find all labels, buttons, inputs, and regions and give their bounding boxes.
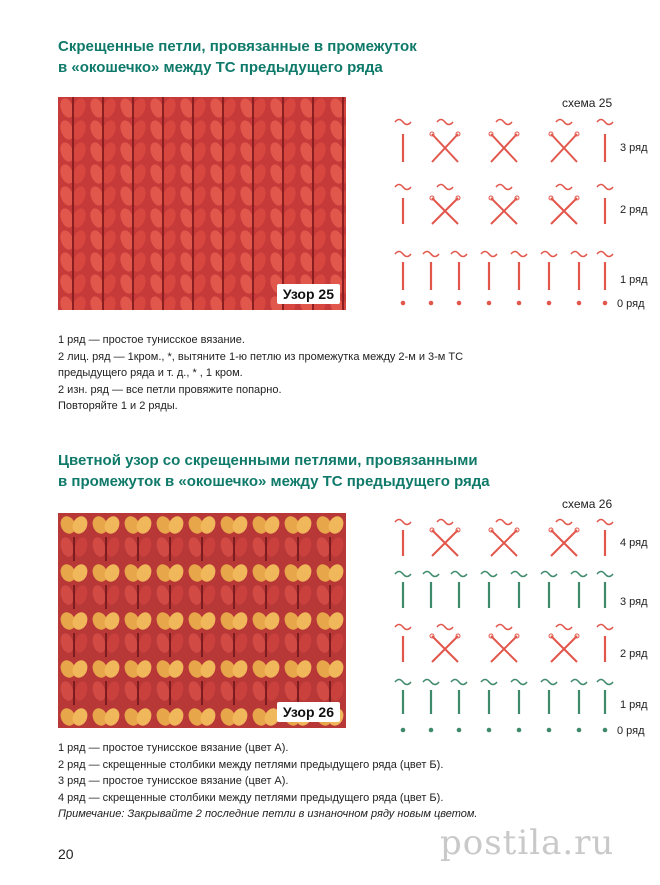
base-dot [429, 728, 434, 733]
scheme26-label: схема 26 [562, 497, 613, 511]
instruction-line: предыдущего ряда и т. д., * , 1 кром. [58, 367, 243, 379]
loop-symbol [597, 120, 613, 125]
section2-title [58, 450, 490, 492]
scheme25-row-label-2: 2 ряд [620, 204, 648, 216]
loop-symbol [571, 680, 587, 685]
crossed-stitch-symbol [489, 528, 519, 556]
base-dot [547, 728, 552, 733]
page-number: 20 [58, 846, 74, 862]
scheme26-row-label-0: 0 ряд [617, 725, 645, 737]
instruction-line: 2 лиц. ряд — 1кром., *, вытяните 1-ю петлю из промежутка между 2-м и 3-м ТС [58, 350, 464, 363]
base-dot [517, 728, 522, 733]
instruction-line: 2 изн. ряд — все петли провяжите попарно. [58, 383, 282, 396]
loop-symbol [511, 680, 527, 685]
crossed-stitch-symbol [549, 196, 579, 224]
instruction-line: 4 ряд — скрещенные столбики между петлями предыдущего ряда (цвет Б). [58, 791, 444, 804]
pattern26-photo [58, 513, 346, 728]
loop-symbol [597, 252, 613, 257]
loop-symbol [437, 625, 453, 630]
pattern26-badge: Узор 26 [277, 702, 340, 722]
loop-symbol [541, 572, 557, 577]
pattern25-badge: Узор 25 [277, 284, 340, 304]
base-dot [603, 728, 608, 733]
scheme25-diagram [385, 110, 625, 310]
base-dot [457, 728, 462, 733]
crossed-stitch-symbol [489, 132, 519, 162]
loop-symbol [511, 252, 527, 257]
base-dot [429, 301, 434, 306]
crossed-stitch-symbol [549, 528, 579, 556]
pattern25-photo [58, 97, 346, 310]
crossed-stitch-symbol [489, 196, 519, 224]
loop-symbol [556, 520, 572, 525]
instruction-line: 2 ряд — скрещенные столбики между петлями предыдущего ряда (цвет Б). [58, 758, 444, 771]
base-dot [487, 728, 492, 733]
loop-symbol [541, 252, 557, 257]
loop-symbol [481, 680, 497, 685]
base-dot [401, 728, 406, 733]
section2-instructions [58, 740, 477, 823]
loop-symbol [481, 252, 497, 257]
base-dot [517, 301, 522, 306]
loop-symbol [556, 185, 572, 190]
loop-symbol [481, 572, 497, 577]
base-dot [603, 301, 608, 306]
base-dot [401, 301, 406, 306]
base-dot [577, 301, 582, 306]
loop-symbol [437, 520, 453, 525]
crossed-stitch-symbol [549, 132, 579, 162]
watermark-logo: postila.ru [440, 823, 615, 863]
loop-symbol [423, 572, 439, 577]
loop-symbol [597, 572, 613, 577]
loop-symbol [395, 252, 411, 257]
base-dot [457, 301, 462, 306]
scheme25-row-label-1: 1 ряд [620, 274, 648, 286]
loop-symbol [395, 520, 411, 525]
loop-symbol [511, 572, 527, 577]
loop-symbol [423, 680, 439, 685]
crossed-stitch-symbol [489, 634, 519, 662]
section1-title-line2: в «окошечко» между ТС предыдущего ряда [58, 59, 383, 76]
scheme26-diagram [385, 510, 625, 740]
loop-symbol [597, 680, 613, 685]
loop-symbol [556, 120, 572, 125]
crossed-stitch-symbol [430, 196, 460, 224]
scheme25-row-label-0: 0 ряд [617, 298, 645, 310]
crossed-stitch-symbol [430, 132, 460, 162]
instruction-line: Повторяйте 1 и 2 ряды. [58, 400, 178, 412]
scheme25-row-label-3: 3 ряд [620, 142, 648, 154]
loop-symbol [451, 680, 467, 685]
loop-symbol [597, 185, 613, 190]
loop-symbol [395, 572, 411, 577]
loop-symbol [597, 520, 613, 525]
loop-symbol [395, 120, 411, 125]
section1-title-line1: Скрещенные петли, провязанные в промежуток [58, 38, 417, 55]
instruction-line: 1 ряд — простое тунисское вязание (цвет А). [58, 742, 289, 754]
crossed-stitch-symbol [430, 528, 460, 556]
loop-symbol [451, 252, 467, 257]
loop-symbol [496, 120, 512, 125]
loop-symbol [597, 625, 613, 630]
loop-symbol [556, 625, 572, 630]
section2-title-line2: в промежуток в «окошечко» между ТС предыдущего ряда [58, 473, 490, 490]
section1-instructions [58, 332, 463, 415]
loop-symbol [395, 680, 411, 685]
section2-title-line1: Цветной узор со скрещенными петлями, провязанными [58, 452, 478, 469]
scheme26-row-label-3: 3 ряд [620, 596, 648, 608]
crossed-stitch-symbol [549, 634, 579, 662]
base-dot [577, 728, 582, 733]
crossed-stitch-symbol [430, 634, 460, 662]
loop-symbol [496, 625, 512, 630]
loop-symbol [571, 252, 587, 257]
loop-symbol [496, 185, 512, 190]
scheme26-row-label-4: 4 ряд [620, 537, 648, 549]
loop-symbol [437, 185, 453, 190]
section1-title [58, 36, 417, 78]
loop-symbol [451, 572, 467, 577]
loop-symbol [437, 120, 453, 125]
base-dot [487, 301, 492, 306]
loop-symbol [571, 572, 587, 577]
instruction-line: 3 ряд — простое тунисское вязание (цвет А). [58, 775, 289, 787]
scheme25-label: схема 25 [562, 96, 613, 110]
base-dot [547, 301, 552, 306]
instruction-line: 1 ряд — простое тунисское вязание. [58, 334, 245, 346]
loop-symbol [496, 520, 512, 525]
section2-note: Примечание: Закрывайте 2 последние петли в изнаночном ряду новым цветом. [58, 808, 478, 820]
loop-symbol [395, 625, 411, 630]
loop-symbol [423, 252, 439, 257]
loop-symbol [395, 185, 411, 190]
loop-symbol [541, 680, 557, 685]
scheme26-row-label-1: 1 ряд [620, 699, 648, 711]
scheme26-row-label-2: 2 ряд [620, 648, 648, 660]
